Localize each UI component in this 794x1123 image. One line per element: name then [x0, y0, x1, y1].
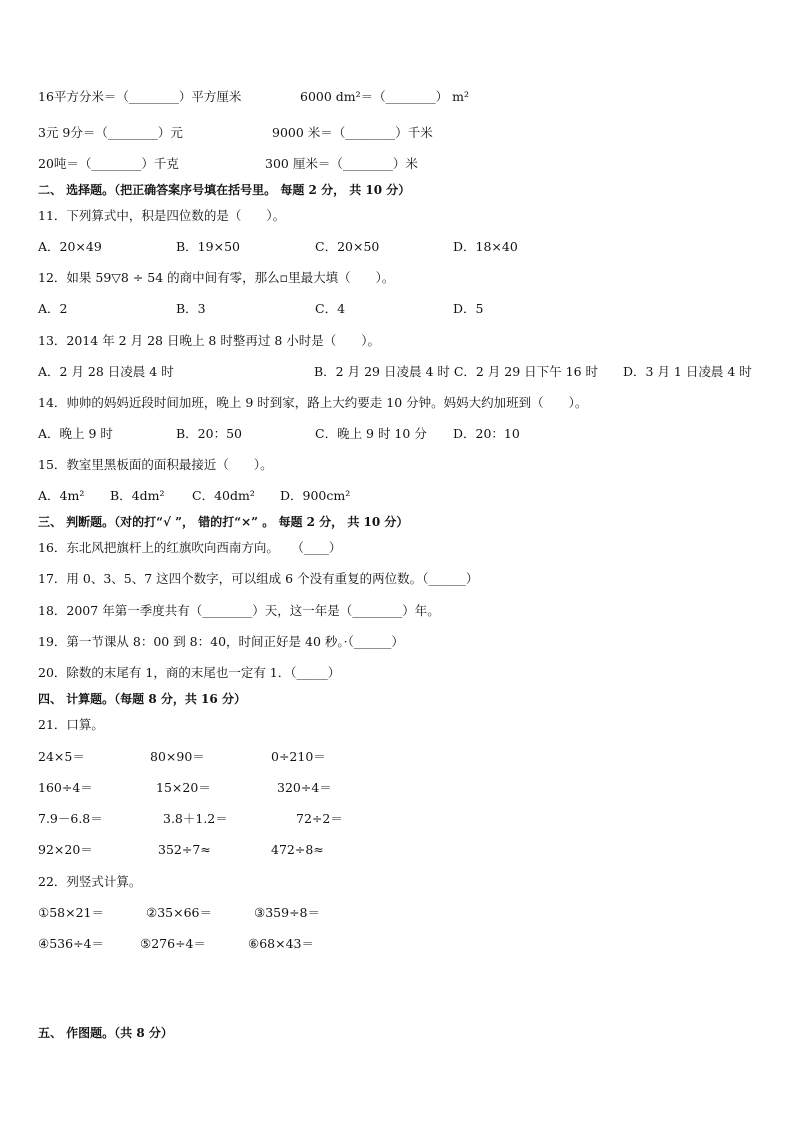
question-11-options [38, 238, 518, 256]
calc-item: ①58×21＝ [38, 905, 104, 920]
calc-item: ③359÷8＝ [254, 905, 320, 920]
option-d: D．5 [453, 301, 484, 316]
oral-item: 320÷4＝ [277, 780, 332, 795]
question-13: 13．2014 年 2 月 28 日晚上 8 时整再过 8 小时是（ ）。 [38, 333, 380, 348]
option-b: B．4dm² [110, 488, 165, 503]
option-a: A．20×49 [38, 239, 102, 254]
fill-row-2 [38, 124, 433, 142]
section-3-title: 三、 判断题。（对的打“√ ”， 错的打“×” 。 每题 2 分， 共 10 分） [38, 515, 409, 529]
option-d: D．900cm² [280, 488, 351, 503]
oral-item: 160÷4＝ [38, 780, 93, 795]
fill-item: 300 厘米＝（________）米 [265, 156, 418, 171]
option-c: C．40dm² [192, 488, 255, 503]
question-12: 12．如果 59▽8 ÷ 54 的商中间有零，那么▫里最大填（ ）。 [38, 270, 395, 285]
oral-item: 72÷2＝ [296, 811, 343, 826]
vertical-calc-row-1 [38, 904, 320, 922]
option-b: B．19×50 [176, 239, 240, 254]
calc-item: ④536÷4＝ [38, 936, 104, 951]
calc-item: ⑤276÷4＝ [140, 936, 206, 951]
option-d: D．3 月 1 日凌晨 4 时 [623, 364, 752, 379]
judge-item-18: 18．2007 年第一季度共有（________）天，这一年是（________）年。 [38, 603, 440, 618]
judge-item-17: 17．用 0、3、5、7 这四个数字，可以组成 6 个没有重复的两位数。（______） [38, 571, 479, 586]
question-22: 22．列竖式计算。 [38, 874, 142, 889]
oral-item: 92×20＝ [38, 842, 93, 857]
judge-item-20: 20．除数的末尾有 1，商的末尾也一定有 1．（_____） [38, 665, 341, 680]
fill-item: 6000 dm²＝（________） m² [300, 89, 469, 104]
question-14: 14．帅帅的妈妈近段时间加班，晚上 9 时到家，路上大约要走 10 分钟。妈妈大约加班到（ ）。 [38, 395, 588, 410]
option-a: A．2 月 28 日凌晨 4 时 [38, 364, 174, 379]
oral-row-3 [38, 810, 343, 828]
fill-item: 20吨＝（________）千克 [38, 156, 179, 171]
judge-item-19: 19．第一节课从 8：00 到 8：40，时间正好是 40 秒。·（______） [38, 634, 404, 649]
question-14-options [38, 425, 520, 443]
fill-item: 9000 米＝（________）千米 [272, 125, 433, 140]
option-a: A．2 [38, 301, 68, 316]
oral-item: 7.9－6.8＝ [38, 811, 103, 826]
judge-item-16: 16．东北风把旗杆上的红旗吹向西南方向。 （____） [38, 540, 342, 555]
fill-item: 16平方分米＝（________）平方厘米 [38, 89, 242, 104]
option-a: A．4m² [38, 488, 85, 503]
question-15: 15．教室里黑板面的面积最接近（ ）。 [38, 457, 273, 472]
option-b: B．3 [176, 301, 206, 316]
calc-item: ⑥68×43＝ [248, 936, 314, 951]
question-11: 11．下列算式中，积是四位数的是（ ）。 [38, 208, 286, 223]
oral-item: 352÷7≈ [158, 842, 211, 857]
question-13-options [38, 363, 752, 381]
fill-row-3 [38, 155, 418, 173]
section-2-title: 二、 选择题。（把正确答案序号填在括号里。 每题 2 分， 共 10 分） [38, 183, 411, 197]
oral-item: 3.8＋1.2＝ [163, 811, 228, 826]
fill-item: 3元 9分＝（________）元 [38, 125, 183, 140]
option-d: D．20：10 [453, 426, 520, 441]
oral-item: 15×20＝ [156, 780, 211, 795]
option-c: C．4 [315, 301, 346, 316]
section-4-title: 四、 计算题。（每题 8 分，共 16 分） [38, 692, 246, 706]
oral-row-2 [38, 779, 332, 797]
option-b: B．20：50 [176, 426, 242, 441]
oral-item: 0÷210＝ [271, 749, 326, 764]
oral-item: 472÷8≈ [271, 842, 324, 857]
oral-item: 24×5＝ [38, 749, 85, 764]
vertical-calc-row-2 [38, 935, 314, 953]
oral-item: 80×90＝ [150, 749, 205, 764]
option-d: D．18×40 [453, 239, 518, 254]
option-b-c: B．2 月 29 日凌晨 4 时 C．2 月 29 日下午 16 时 [314, 364, 599, 379]
calc-item: ②35×66＝ [146, 905, 212, 920]
oral-row-1 [38, 748, 326, 766]
fill-row-1 [38, 88, 469, 106]
question-21: 21．口算。 [38, 717, 104, 732]
option-a: A．晚上 9 时 [38, 426, 113, 441]
option-c: C．20×50 [315, 239, 380, 254]
option-c: C．晚上 9 时 10 分 [315, 426, 427, 441]
section-5-title: 五、 作图题。（共 8 分） [38, 1026, 173, 1040]
question-12-options [38, 300, 484, 318]
oral-row-4 [38, 841, 324, 859]
question-15-options [38, 487, 351, 505]
